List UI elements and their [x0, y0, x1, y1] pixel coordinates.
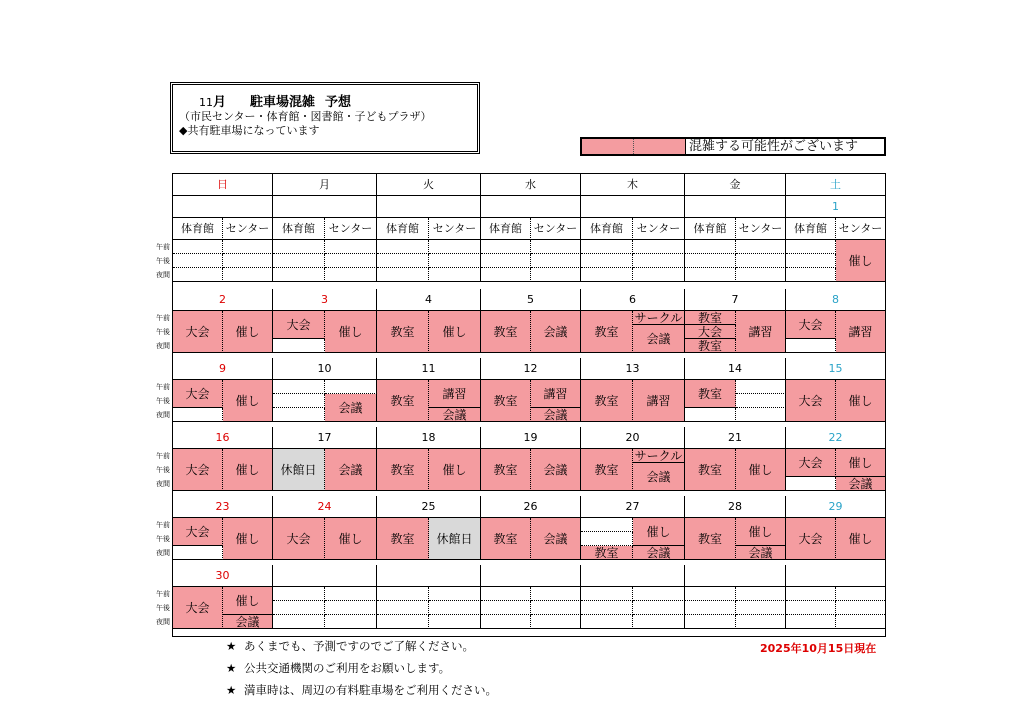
date-cell: 19 — [481, 427, 581, 449]
time-slot — [273, 380, 325, 394]
row-label: 午後 — [156, 257, 170, 265]
event-busy: 催し — [736, 449, 786, 491]
date-cell: 2 — [173, 289, 273, 311]
time-slot — [531, 254, 581, 268]
event-busy: 催し — [836, 240, 885, 282]
note-item — [226, 638, 474, 654]
sublabel-center: センター — [836, 218, 885, 240]
page-title — [179, 91, 477, 110]
time-slot — [377, 240, 429, 254]
event-busy: 大会 — [786, 380, 836, 422]
weekday-header: 火 — [377, 174, 481, 196]
event-busy: 催し — [223, 587, 273, 615]
event-busy: 大会 — [173, 311, 223, 353]
event-busy: 会議 — [633, 463, 685, 491]
time-slot — [325, 240, 377, 254]
event-busy: 教室 — [377, 518, 429, 560]
event-busy: 催し — [223, 380, 273, 422]
sublabel-center: センター — [223, 218, 273, 240]
event-busy: 大会 — [173, 518, 223, 546]
time-slot — [481, 615, 531, 629]
event-busy: 教室 — [581, 449, 633, 491]
time-slot — [481, 601, 531, 615]
event-busy: 会議 — [736, 546, 786, 560]
time-slot — [325, 268, 377, 282]
event-busy: 催し — [429, 311, 481, 353]
time-slot — [223, 240, 273, 254]
date-cell: 22 — [786, 427, 885, 449]
event-busy: 講習 — [736, 311, 786, 353]
event-busy: 大会 — [273, 311, 325, 339]
event-busy: 大会 — [786, 518, 836, 560]
date-cell: 29 — [786, 496, 885, 518]
time-slot — [836, 601, 885, 615]
time-slot — [736, 615, 786, 629]
time-slot — [273, 240, 325, 254]
event-busy: 教室 — [481, 518, 531, 560]
date-cell: 30 — [173, 565, 273, 587]
time-slot — [531, 615, 581, 629]
note-text: 満車時は、周辺の有料駐車場をご利用ください。 — [244, 683, 497, 697]
date-cell: 4 — [377, 289, 481, 311]
date-cell: 9 — [173, 358, 273, 380]
event-busy: 講習 — [429, 380, 481, 408]
time-slot — [736, 380, 786, 394]
star-icon: ★ — [226, 639, 237, 653]
event-busy: 教室 — [685, 449, 736, 491]
time-slot — [377, 601, 429, 615]
time-slot — [223, 254, 273, 268]
event-busy: 教室 — [581, 380, 633, 422]
event-busy: 講習 — [836, 311, 885, 353]
event-busy: 催し — [223, 311, 273, 353]
weekday-header: 金 — [685, 174, 786, 196]
calendar-grid — [172, 173, 886, 637]
month-number: 11 — [199, 96, 213, 109]
time-slot — [685, 615, 736, 629]
event-busy: 大会 — [786, 311, 836, 339]
time-slot — [377, 587, 429, 601]
event-busy: 教室 — [377, 311, 429, 353]
event-busy: 会議 — [531, 311, 581, 353]
time-slot — [736, 254, 786, 268]
event-busy: 会議 — [633, 325, 685, 353]
title-heading2: 予想 — [325, 95, 352, 110]
date-cell: 7 — [685, 289, 786, 311]
date-cell — [273, 196, 377, 218]
event-busy: 会議 — [325, 449, 377, 491]
date-cell — [786, 565, 885, 587]
weekday-header: 日 — [173, 174, 273, 196]
date-cell — [581, 196, 685, 218]
sublabel-center: センター — [531, 218, 581, 240]
date-cell: 10 — [273, 358, 377, 380]
row-label: 夜間 — [156, 618, 170, 626]
time-slot — [173, 254, 223, 268]
time-slot — [223, 268, 273, 282]
time-slot — [836, 587, 885, 601]
date-cell: 20 — [581, 427, 685, 449]
time-slot — [273, 339, 325, 353]
date-cell: 15 — [786, 358, 885, 380]
time-slot — [685, 254, 736, 268]
event-busy: 大会 — [173, 449, 223, 491]
time-slot — [273, 254, 325, 268]
time-slot — [736, 408, 786, 422]
time-slot — [325, 254, 377, 268]
time-slot — [481, 268, 531, 282]
event-busy: 催し — [223, 449, 273, 491]
as-of-date: 2025年10月15日現在 — [760, 642, 877, 655]
time-slot — [429, 587, 481, 601]
event-busy: 催し — [836, 449, 885, 477]
time-slot — [685, 268, 736, 282]
event-busy: 催し — [325, 518, 377, 560]
time-slot — [736, 601, 786, 615]
time-slot — [531, 587, 581, 601]
shared-parking-note: ◆共有駐車場になっています — [179, 124, 320, 137]
date-cell — [685, 565, 786, 587]
date-cell — [273, 565, 377, 587]
event-busy: 催し — [736, 518, 786, 546]
date-cell — [581, 565, 685, 587]
row-label: 午後 — [156, 466, 170, 474]
event-busy: 教室 — [481, 380, 531, 422]
time-slot — [429, 615, 481, 629]
event-busy: 催し — [429, 449, 481, 491]
title-heading: 駐車場混雑 — [250, 95, 316, 110]
event-busy: 大会 — [786, 449, 836, 477]
time-slot — [429, 268, 481, 282]
event-busy: 教室 — [581, 546, 633, 560]
time-slot — [786, 587, 836, 601]
date-cell: 26 — [481, 496, 581, 518]
row-label: 夜間 — [156, 480, 170, 488]
time-slot — [173, 240, 223, 254]
time-slot — [836, 615, 885, 629]
time-slot — [273, 587, 325, 601]
event-busy: 大会 — [685, 325, 736, 339]
time-slot — [173, 268, 223, 282]
time-slot — [325, 601, 377, 615]
date-cell: 8 — [786, 289, 885, 311]
event-busy: 教室 — [377, 380, 429, 422]
row-label: 午前 — [156, 521, 170, 529]
event-busy: 催し — [223, 518, 273, 560]
time-slot — [786, 254, 836, 268]
row-label: 午後 — [156, 604, 170, 612]
title-box — [170, 82, 480, 154]
time-slot — [633, 615, 685, 629]
event-busy: 会議 — [531, 449, 581, 491]
time-slot — [633, 268, 685, 282]
time-slot — [786, 339, 836, 353]
time-slot — [736, 268, 786, 282]
sublabel-center: センター — [429, 218, 481, 240]
row-label: 午後 — [156, 328, 170, 336]
date-cell: 21 — [685, 427, 786, 449]
event-busy: 会議 — [223, 615, 273, 629]
time-slot — [273, 394, 325, 408]
event-busy: 教室 — [377, 449, 429, 491]
date-cell — [481, 565, 581, 587]
event-busy: 大会 — [273, 518, 325, 560]
date-cell — [685, 196, 786, 218]
time-slot — [325, 380, 377, 394]
row-label: 夜間 — [156, 271, 170, 279]
time-slot — [377, 268, 429, 282]
row-label: 午前 — [156, 590, 170, 598]
date-cell: 23 — [173, 496, 273, 518]
date-cell: 27 — [581, 496, 685, 518]
time-slot — [273, 408, 325, 422]
date-cell: 11 — [377, 358, 481, 380]
date-cell: 17 — [273, 427, 377, 449]
row-label: 午後 — [156, 397, 170, 405]
legend — [580, 137, 886, 156]
time-slot — [173, 546, 223, 560]
time-slot — [481, 240, 531, 254]
event-busy: 催し — [836, 518, 885, 560]
time-slot — [786, 477, 836, 491]
time-slot — [786, 268, 836, 282]
event-busy: 教室 — [685, 380, 736, 408]
date-cell: 3 — [273, 289, 377, 311]
time-slot — [377, 254, 429, 268]
time-slot — [633, 601, 685, 615]
time-slot — [273, 615, 325, 629]
time-slot — [429, 254, 481, 268]
time-slot — [581, 518, 633, 532]
date-cell: 12 — [481, 358, 581, 380]
date-cell: 14 — [685, 358, 786, 380]
date-cell: 24 — [273, 496, 377, 518]
event-closed: 休館日 — [429, 518, 481, 560]
time-slot — [377, 615, 429, 629]
time-slot — [633, 240, 685, 254]
sublabel-gym: 体育館 — [481, 218, 531, 240]
time-slot — [581, 254, 633, 268]
legend-label: 混雑する可能性がございます — [689, 139, 859, 154]
event-busy: 会議 — [531, 408, 581, 422]
time-slot — [736, 240, 786, 254]
sublabel-gym: 体育館 — [377, 218, 429, 240]
date-cell: 16 — [173, 427, 273, 449]
event-busy: 教室 — [481, 449, 531, 491]
row-label: 午前 — [156, 243, 170, 251]
event-busy: 催し — [633, 518, 685, 546]
time-slot — [273, 268, 325, 282]
date-cell: 13 — [581, 358, 685, 380]
sublabel-gym: 体育館 — [685, 218, 736, 240]
time-slot — [581, 615, 633, 629]
time-slot — [581, 587, 633, 601]
sublabel-gym: 体育館 — [581, 218, 633, 240]
event-busy: サークル — [633, 311, 685, 325]
time-slot — [685, 601, 736, 615]
date-cell: 25 — [377, 496, 481, 518]
time-slot — [173, 408, 223, 422]
event-busy: 会議 — [633, 546, 685, 560]
event-busy: 催し — [325, 311, 377, 353]
time-slot — [786, 240, 836, 254]
event-busy: 会議 — [836, 477, 885, 491]
sublabel-center: センター — [633, 218, 685, 240]
time-slot — [429, 240, 481, 254]
time-slot — [685, 408, 736, 422]
date-cell — [377, 565, 481, 587]
time-slot — [633, 254, 685, 268]
facilities-text: （市民センター・体育館・図書館・子どもプラザ） — [179, 110, 432, 123]
row-label: 夜間 — [156, 411, 170, 419]
time-slot — [633, 587, 685, 601]
time-slot — [325, 587, 377, 601]
sublabel-center: センター — [736, 218, 786, 240]
date-cell — [377, 196, 481, 218]
event-busy: 講習 — [531, 380, 581, 408]
row-label: 午後 — [156, 535, 170, 543]
note-item — [226, 682, 497, 698]
row-label: 夜間 — [156, 549, 170, 557]
weekday-header: 土 — [786, 174, 885, 196]
event-busy: 会議 — [531, 518, 581, 560]
sublabel-center: センター — [325, 218, 377, 240]
sublabel-gym: 体育館 — [173, 218, 223, 240]
weekday-header: 月 — [273, 174, 377, 196]
note-item — [226, 660, 450, 676]
event-busy: 講習 — [633, 380, 685, 422]
date-cell: 1 — [786, 196, 885, 218]
time-slot — [531, 240, 581, 254]
time-slot — [531, 268, 581, 282]
time-slot — [786, 615, 836, 629]
star-icon: ★ — [226, 683, 237, 697]
time-slot — [581, 268, 633, 282]
time-slot — [786, 601, 836, 615]
row-label: 夜間 — [156, 342, 170, 350]
time-slot — [685, 587, 736, 601]
event-busy: 教室 — [581, 311, 633, 353]
event-busy: 会議 — [429, 408, 481, 422]
legend-swatch — [582, 139, 686, 154]
time-slot — [685, 240, 736, 254]
note-text: 公共交通機関のご利用をお願いします。 — [244, 661, 451, 675]
date-cell: 6 — [581, 289, 685, 311]
event-busy: サークル — [633, 449, 685, 463]
time-slot — [581, 601, 633, 615]
event-busy: 教室 — [685, 518, 736, 560]
event-busy: 大会 — [173, 380, 223, 408]
time-slot — [481, 587, 531, 601]
event-busy: 教室 — [685, 339, 736, 353]
date-cell — [173, 196, 273, 218]
time-slot — [531, 601, 581, 615]
row-label: 午前 — [156, 314, 170, 322]
event-busy: 教室 — [685, 311, 736, 325]
time-slot — [325, 615, 377, 629]
star-icon: ★ — [226, 661, 237, 675]
date-cell: 18 — [377, 427, 481, 449]
time-slot — [736, 394, 786, 408]
event-busy: 会議 — [325, 394, 377, 422]
time-slot — [481, 254, 531, 268]
sublabel-gym: 体育館 — [273, 218, 325, 240]
row-label: 午前 — [156, 383, 170, 391]
date-cell: 5 — [481, 289, 581, 311]
date-cell — [481, 196, 581, 218]
time-slot — [273, 601, 325, 615]
event-busy: 大会 — [173, 587, 223, 629]
note-text: あくまでも、予測ですのでご了解ください。 — [244, 639, 474, 653]
weekday-header: 木 — [581, 174, 685, 196]
month-suffix: 月 — [213, 95, 227, 110]
time-slot — [581, 240, 633, 254]
date-cell: 28 — [685, 496, 786, 518]
row-label: 午前 — [156, 452, 170, 460]
event-closed: 休館日 — [273, 449, 325, 491]
event-busy: 教室 — [481, 311, 531, 353]
event-busy: 催し — [836, 380, 885, 422]
time-slot — [429, 601, 481, 615]
weekday-header: 水 — [481, 174, 581, 196]
time-slot — [736, 587, 786, 601]
sublabel-gym: 体育館 — [786, 218, 836, 240]
